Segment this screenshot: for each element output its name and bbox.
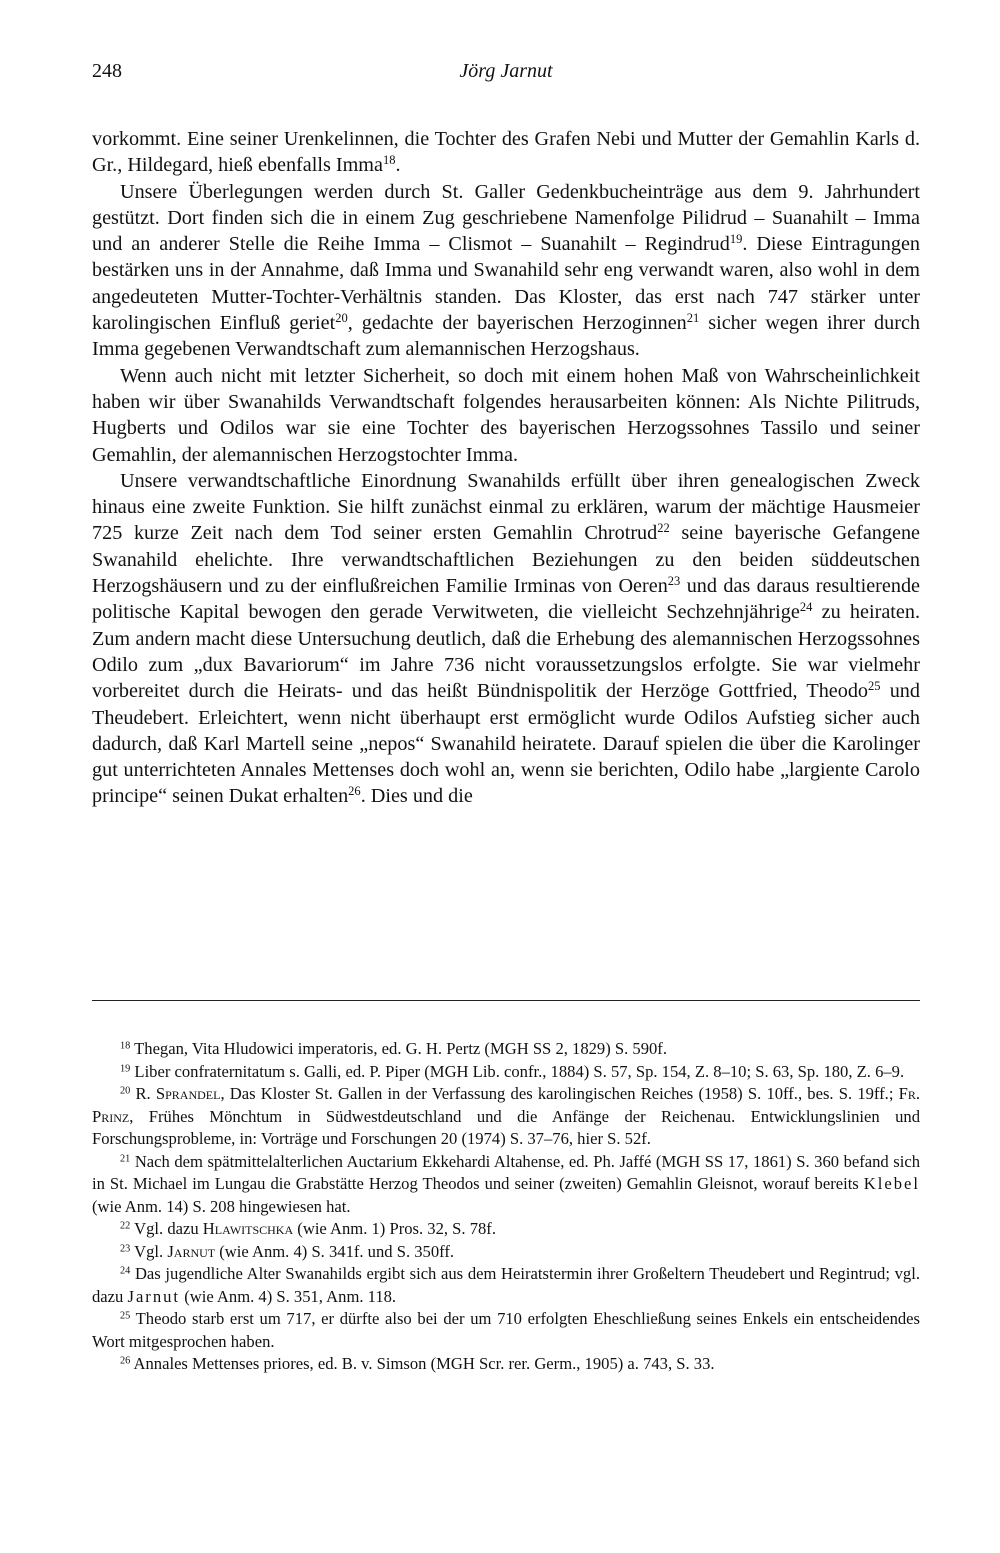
running-head: Jörg Jarnut — [459, 60, 553, 82]
page-header — [92, 60, 920, 90]
footnote-ref[interactable]: 20 — [335, 311, 348, 326]
paragraph: vorkommt. Eine seiner Urenkelinnen, die Tochter des Grafen Nebi und Mutter der Gemahlin Karls d. Gr., Hildegard, hieß ebenfalls Imma$^{18}$. — [92, 128, 920, 177]
author-name: Jarnut — [167, 1241, 216, 1261]
footnote-ref[interactable]: 19 — [729, 232, 743, 247]
footnote: $^{19}$ Liber confraternitatum s. Galli, ed. P. Piper (MGH Lib. confr., 1884) S. 57, Sp. 154, Z. 8–10; S. 63, Sp. 180, Z. 6–9. — [120, 1061, 905, 1081]
author-name: Jarnut — [127, 1286, 181, 1306]
footnote: $^{18}$ Thegan, Vita Hludowici imperatoris, ed. G. H. Pertz (MGH SS 2, 1829) S. 590f. — [120, 1039, 667, 1058]
author-name: Hlawitschka — [202, 1219, 294, 1238]
paragraph: Unsere verwandtschaftliche Einordnung Swanahilds erfüllt über ihren genealogischen Zweck hinaus eine zweite Funktion. Sie hilft zunächst einmal zu erklären, warum der mächtige Hausmeier 725 kurze Zeit nach dem Tod seiner ersten Gemahlin Chrotrud$^{22}$ seine bayerische Gefangene Swanahild ehelichte. Ihre verwandtschaftlichen Beziehungen zu den beiden süddeutschen Herzogshäusern und zu der einflußreichen Familie Irminas von Oeren$^{23}$ und das daraus resultierende politische Kapital bewogen den gerade Verwitweten, die vielleicht Sechzehnjährige$^{24}$ zu heiraten. Zum andern macht diese Untersuchung deutlich, daß die Erhebung des alemannischen Herzogssohnes Odilo zum „dux Bavariorum“ im Jahre 736 nicht voraussetzungslos erfolgte. Sie war vielmehr vorbereitet durch die Heirats- und das heißt Bündnispolitik der Herzöge Gottfried, Theodo$^{25}$ und Theudebert. Erleichtert, wenn nicht überhaupt erst ermöglicht wurde Odilos Aufstieg sicher auch dadurch, daß Karl Martell seine „nepos“ Swanahild heiratete. Darauf spielen die über die Karolinger gut unterrichteten Annales Mettenses doch wohl an, wenn sie berichten, Odilo habe „largiente Carolo principe“ seinen Dukat erhalten$^{26}$. Dies und die — [92, 469, 920, 808]
footnote: $^{25}$ Theodo starb erst um 717, er dürfte also bei der um 710 erfolgten Eheschließung seines Enkels ein entscheidendes Wort mitgesprochen haben. — [92, 1309, 920, 1351]
footnote: $^{24}$ Das jugendliche Alter Swanahilds ergibt sich aus dem Heiratstermin ihrer Großeltern Theudebert und Regintrud; vgl. dazu Jarnut (wie Anm. 4) S. 351, Anm. 118. — [92, 1264, 920, 1306]
footnote: $^{22}$ Vgl. dazu Hlawitschka (wie Anm. 1) Pros. 32, S. 78f. — [120, 1219, 496, 1238]
page-number: 248 — [92, 60, 122, 82]
footnotes — [92, 1038, 920, 1376]
author-name: Klebel — [863, 1174, 920, 1193]
footnote: $^{26}$ Annales Mettenses priores, ed. B. v. Simson (MGH Scr. rer. Germ., 1905) a. 743, S. 33. — [120, 1354, 715, 1373]
author-name: R. Sprandel — [135, 1084, 221, 1103]
paragraph: Wenn auch nicht mit letzter Sicherheit, so doch mit einem hohen Maß von Wahrscheinlichkeit haben wir über Swanahilds Verwandtschaft folgendes herausarbeiten können: Als Nichte Pilitruds, Hugberts und Odilos war sie eine Tochter des bayerischen Herzogssohnes Tassilo und seiner Gemahlin, der alemannischen Herzogstochter Imma. — [92, 364, 920, 466]
footnote-ref[interactable]: 18 — [382, 153, 396, 168]
paragraph: Unsere Überlegungen werden durch St. Galler Gedenkbucheinträge aus dem 9. Jahrhundert gestützt. Dort finden sich die in einem Zug geschriebene Namenfolge Pilidrud – Suanahilt – Imma und an anderer Stelle die Reihe Imma – Clismot – Suanahilt – Regindrud$^{19}$. Diese Eintragungen bestärken uns in der Annahme, daß Imma und Swanahild sehr eng verwandt waren, also wohl in dem angedeuteten Mutter-Tochter-Verhältnis standen. Das Kloster, das erst nach 747 stärker unter karolingischen Einfluß geriet$^{20}$, gedachte der bayerischen Herzoginnen$^{21}$ sicher wegen ihrer durch Imma gegebenen Verwandtschaft zum alemannischen Herzogshaus. — [92, 180, 921, 361]
footnote-ref[interactable]: 25 — [868, 679, 881, 694]
footnote-ref[interactable]: 21 — [686, 311, 700, 326]
footnote-ref[interactable]: 22 — [657, 521, 670, 536]
body-text — [92, 126, 920, 810]
footnote: $^{21}$ Nach dem spätmittelalterlichen Auctarium Ekkehardi Altahense, ed. Ph. Jaffé (MGH SS 17, 1861) S. 360 befand sich in St. Michael im Lungau die Grabstätte Herzog Theodos und seiner (zweiten) Gemahlin Gleisnot, worauf bereits Klebel (wie Anm. 14) S. 208 hingewiesen hat. — [92, 1151, 920, 1216]
footnote-divider — [92, 1000, 920, 1001]
footnote-ref[interactable]: 23 — [667, 574, 681, 589]
author-name: Fr. Prinz — [92, 1084, 921, 1126]
footnote: $^{20}$ R. Sprandel, Das Kloster St. Gallen in der Verfassung des karolingischen Reiches (1958) S. 10ff., bes. S. 19ff.; Fr. Prinz, Frühes Mönchtum in Südwestdeutschland und die Anfänge der Reichenau. Entwicklungslinien und Forschungsprobleme, in: Vorträge und Forschungen 20 (1974) S. 37–76, hier S. 52f. — [92, 1084, 921, 1148]
footnote-ref[interactable]: 26 — [348, 784, 361, 799]
footnote-ref[interactable]: 24 — [799, 600, 813, 615]
footnote: $^{23}$ Vgl. Jarnut (wie Anm. 4) S. 341f. und S. 350ff. — [120, 1241, 455, 1261]
